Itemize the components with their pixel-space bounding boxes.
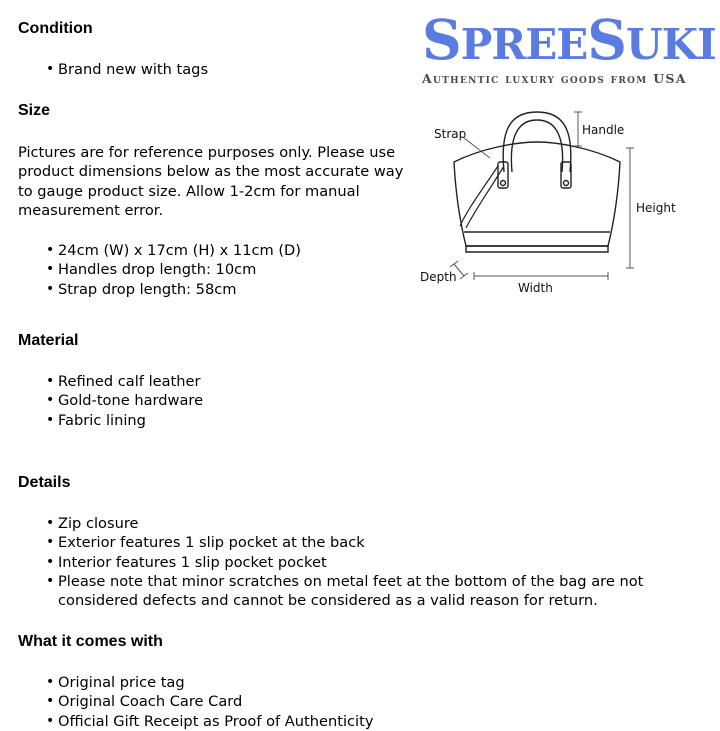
bag-strap	[460, 166, 498, 226]
comes-with-item: • Original price tag	[46, 673, 373, 692]
size-item: • Handles drop length: 10cm	[46, 260, 301, 279]
depth-label: Depth	[420, 270, 457, 284]
details-list	[46, 514, 708, 610]
handle-dimension-line	[574, 112, 582, 146]
width-label: Width	[518, 281, 553, 295]
material-heading: Material	[18, 332, 79, 349]
details-item: • Please note that minor scratches on metal feet at the bottom of the bag are not considered defects and cannot be considered as a valid reason for return.	[46, 572, 708, 611]
size-paragraph: Pictures are for reference purposes only. Please use product dimensions below as the most accurate way to gauge product size. Allow 1-2cm for manual measurement error.	[18, 144, 404, 219]
size-item: • 24cm (W) x 17cm (H) x 11cm (D)	[46, 241, 301, 260]
bag-strap-edge	[466, 166, 504, 228]
logo-uki: UKI	[625, 20, 716, 69]
comes-with-item: • Official Gift Receipt as Proof of Authenticity	[46, 712, 373, 731]
bag-rivet-right	[564, 181, 569, 186]
bag-rivet-left	[501, 181, 506, 186]
logo-pree: PREE	[460, 20, 588, 69]
material-item: • Fabric lining	[46, 411, 203, 430]
bag-base	[466, 246, 608, 252]
comes-with-item: • Original Coach Care Card	[46, 692, 373, 711]
handle-label: Handle	[582, 123, 625, 137]
size-item: • Strap drop length: 58cm	[46, 280, 301, 299]
height-label: Height	[636, 201, 676, 215]
logo-wordmark	[422, 7, 718, 72]
details-item: • Zip closure	[46, 514, 708, 533]
size-heading: Size	[18, 102, 51, 119]
condition-item: • Brand new with tags	[46, 60, 208, 79]
details-item: • Exterior features 1 slip pocket at the back	[46, 533, 708, 552]
comes-with-list	[46, 673, 373, 731]
strap-label: Strap	[434, 127, 467, 141]
details-heading: Details	[18, 474, 71, 491]
condition-heading: Condition	[18, 20, 93, 37]
bag-handle-inner	[511, 120, 562, 172]
height-dimension-line	[626, 148, 634, 268]
logo-s1: S	[422, 7, 461, 72]
condition-list	[46, 60, 208, 79]
strap-leader-line	[464, 138, 490, 158]
logo-tagline: Authentic luxury goods from USA	[422, 71, 687, 86]
details-item: • Interior features 1 slip pocket pocket	[46, 553, 708, 572]
material-item: • Gold-tone hardware	[46, 391, 203, 410]
comes-with-heading: What it comes with	[18, 633, 163, 650]
width-dimension-line	[474, 272, 608, 280]
brand-logo	[422, 7, 718, 86]
material-item: • Refined calf leather	[46, 372, 203, 391]
bag-dimension-diagram	[412, 100, 712, 300]
material-list	[46, 372, 203, 430]
size-list	[46, 241, 301, 299]
logo-s2: S	[587, 7, 626, 72]
